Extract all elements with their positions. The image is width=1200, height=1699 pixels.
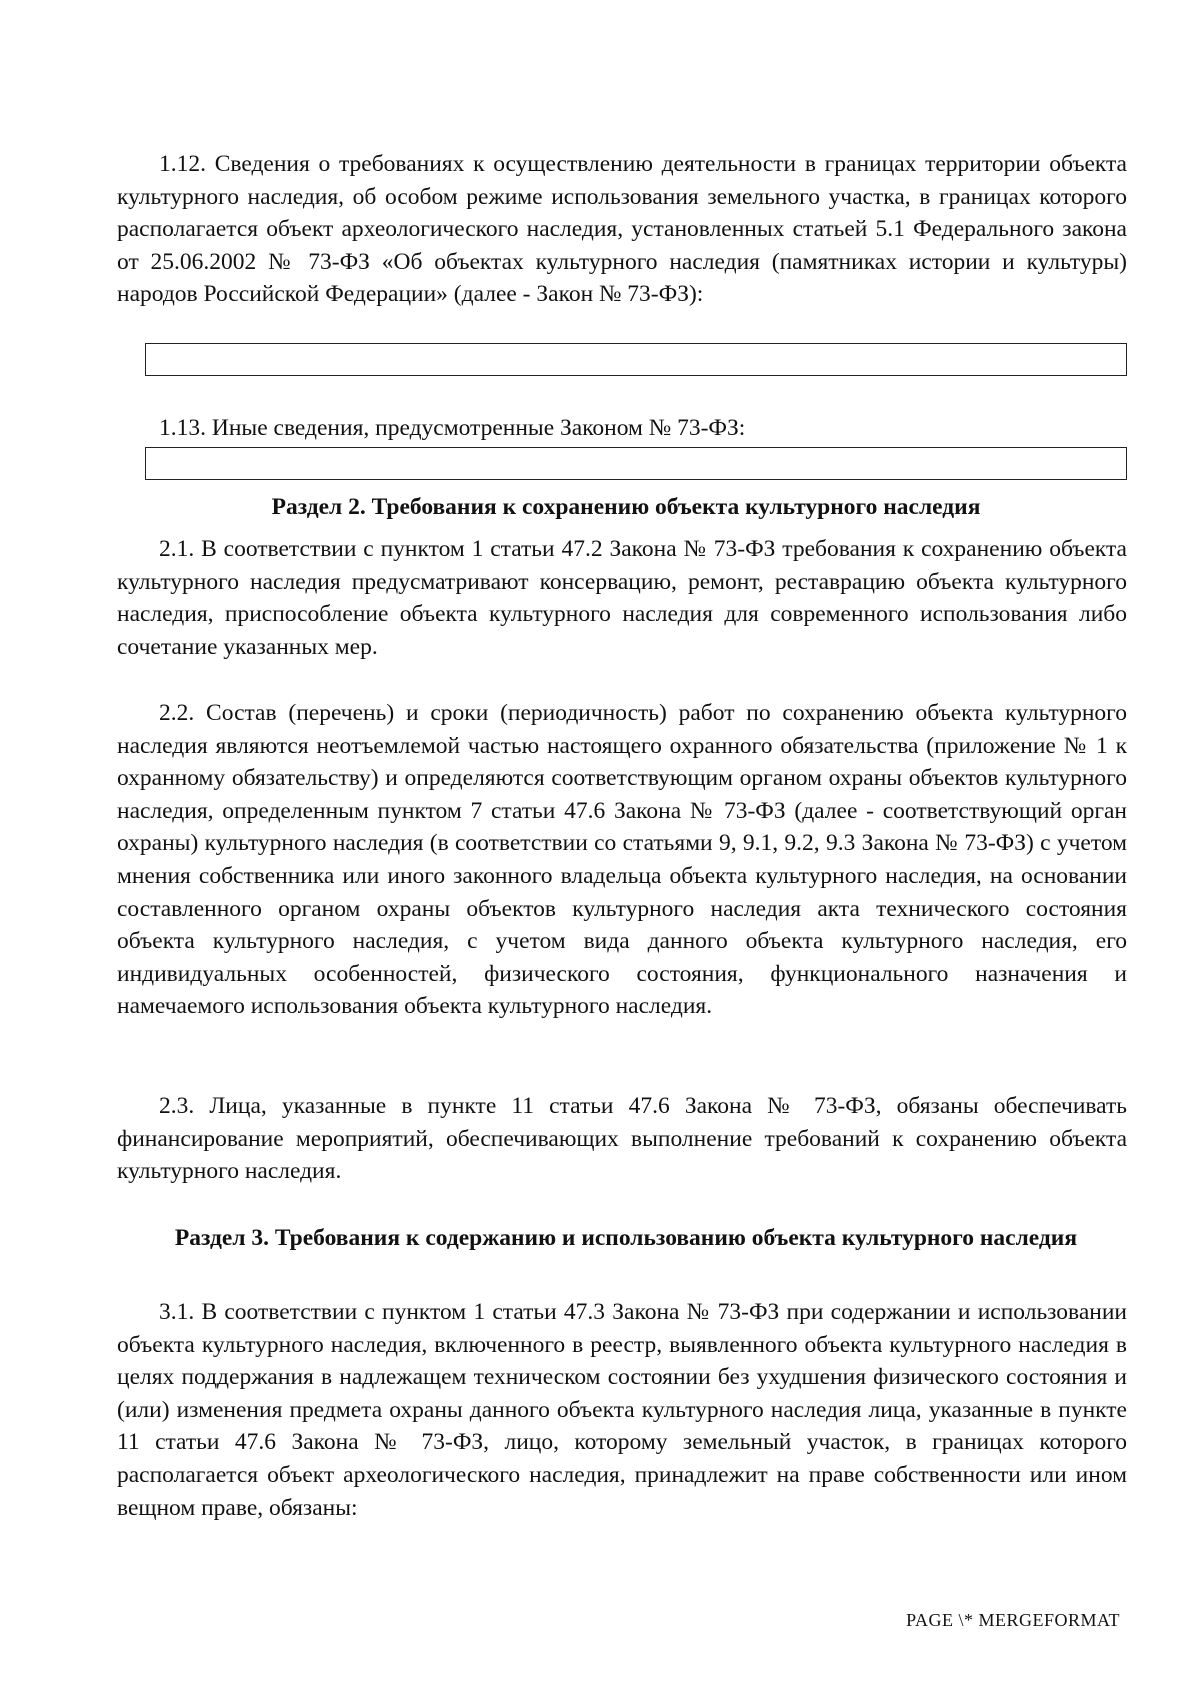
field-box-1-12[interactable] bbox=[145, 343, 1127, 376]
section-2-heading: Раздел 2. Требования к сохранению объекта культурного наследия bbox=[271, 494, 981, 520]
paragraph-2-2: 2.2. Состав (перечень) и сроки (периодичность) работ по сохранению объекта культурного наследия являются неотъемлемой частью настоящего охранного обязательства (приложение № 1 к охранному обязательству) и определяются соответствующим органом охраны объектов культурного наследия, определенным пунктом 7 статьи 47.6 Закона № 73-ФЗ (далее - соответствующий орган охраны) культурного наследия (в соответствии со статьями 9, 9.1, 9.2, 9.3 Закона № 73-ФЗ) с учетом мнения собственника или иного законного владельца объекта культурного наследия, на основании составленного органом охраны объектов культурного наследия акта технического состояния объекта культурного наследия, с учетом вида данного объекта культурного наследия, его индивидуальных особенностей, физического состояния, функционального назначения и намечаемого использования объекта культурного наследия. bbox=[117, 700, 1127, 1020]
section-3-heading: Раздел 3. Требования к содержанию и использованию объекта культурного наследия bbox=[174, 1225, 1078, 1251]
paragraph-3-1: 3.1. В соответствии с пунктом 1 статьи 47.3 Закона № 73-ФЗ при содержании и использовании объекта культурного наследия, включенного в реестр, выявленного объекта культурного наследия в целях поддержания в надлежащем техническом состоянии без ухудшения физического состояния и (или) изменения предмета охраны данного объекта культурного наследия лица, указанные в пункте 11 статьи 47.6 Закона № 73-ФЗ, лицо, которому земельный участок, в границах которого располагается объект археологического наследия, принадлежит на праве собственности или ином вещном праве, обязаны: bbox=[117, 1299, 1127, 1521]
paragraph-1-12: 1.12. Сведения о требованиях к осуществлению деятельности в границах территории объекта культурного наследия, об особом режиме использования земельного участка, в границах которого располагается объект археологического наследия, установленных статьей 5.1 Федерального закона от 25.06.2002 № 73-ФЗ «Об объектах культурного наследия (памятниках истории и культуры) народов Российской Федерации» (далее - Закон № 73-ФЗ): bbox=[117, 151, 1127, 308]
paragraph-1-13: 1.13. Иные сведения, предусмотренные Законом № 73-ФЗ: bbox=[159, 415, 746, 441]
page-number-field: PAGE \* MERGEFORMAT bbox=[906, 1610, 1120, 1630]
field-box-1-13[interactable] bbox=[145, 447, 1127, 480]
paragraph-2-1: 2.1. В соответствии с пунктом 1 статьи 47.2 Закона № 73-ФЗ требования к сохранению объекта культурного наследия предусматривают консервацию, ремонт, реставрацию объекта культурного наследия, приспособление объекта культурного наследия для современного использования либо сочетание указанных мер. bbox=[117, 536, 1127, 660]
paragraph-2-3: 2.3. Лица, указанные в пункте 11 статьи 47.6 Закона № 73-ФЗ, обязаны обеспечивать финансирование мероприятий, обеспечивающих выполнение требований к сохранению объекта культурного наследия. bbox=[117, 1093, 1127, 1185]
